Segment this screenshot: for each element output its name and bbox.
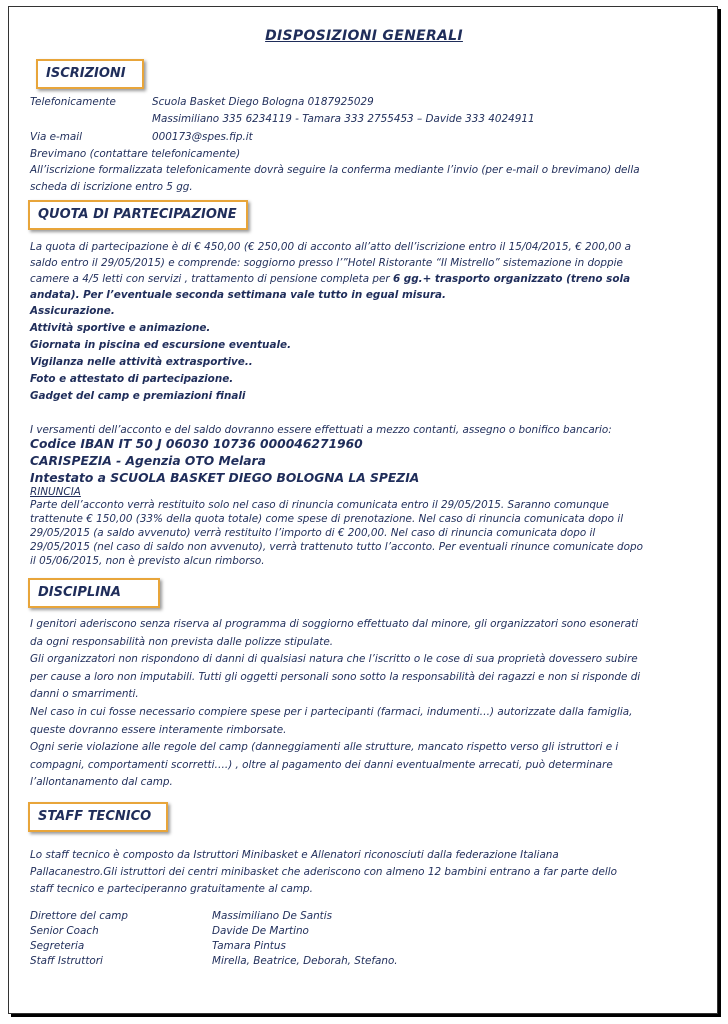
- rinuncia-line: il 05/06/2015, non è previsto alcun rimborso.: [30, 555, 265, 567]
- quota-paragraph: [30, 239, 631, 404]
- staff-name: Tamara Pintus: [212, 940, 286, 952]
- quota-line-3: [30, 271, 631, 287]
- staff-role: Staff Istruttori: [30, 955, 103, 967]
- quota-item: Giornata in piscina ed escursione eventuale.: [30, 339, 292, 351]
- staff-name: Mirella, Beatrice, Deborah, Stefano.: [212, 955, 398, 967]
- staff-role: Senior Coach: [30, 925, 99, 937]
- rinuncia-line: 29/05/2015 (a saldo avvenuto) verrà restituito l’importo di € 200,00. Nel caso di rinuncia comunicata dopo il: [30, 527, 596, 539]
- disciplina-paragraph: [30, 616, 640, 792]
- quota-item: Attività sportive e animazione.: [30, 322, 211, 334]
- payment-intro: I versamenti dell’acconto e del saldo dovranno essere effettuati a mezzo contanti, assegno o bonifico bancario:: [30, 424, 612, 436]
- iscrizioni-note-1: All’iscrizione formalizzata telefonicamente dovrà seguire la conferma mediante l’invio (per e-mail o brevimano) della: [30, 164, 640, 176]
- email-value: 000173@spes.fip.it: [152, 131, 253, 143]
- rinuncia-line: trattenute € 150,00 (33% della quota totale) come spese di prenotazione. Nel caso di rinuncia comunicata dopo il: [30, 513, 624, 525]
- quota-item: Assicurazione.: [30, 305, 115, 317]
- disciplina-line: per cause a loro non imputabili. Tutti gli oggetti personali sono sotto la responsabilità dei ragazzi e non si risponde di: [30, 670, 641, 683]
- rinuncia-label: RINUNCIA: [30, 486, 81, 498]
- brevimano-text: Brevimano (contattare telefonicamente): [30, 148, 241, 160]
- staff-role: Direttore del camp: [30, 910, 129, 922]
- staff-role: Segreteria: [30, 940, 85, 952]
- section-heading-disciplina: DISCIPLINA: [28, 578, 160, 608]
- staff-line: Pallacanestro.Gli istruttori dei centri minibasket che aderiscono con almeno 12 bambini entrano a far parte dello: [30, 866, 618, 878]
- rinuncia-line: 29/05/2015 (nel caso di saldo non avvenuto), verrà trattenuto tutto l’acconto. Per eventuali rinunce comunicate dopo: [30, 541, 643, 553]
- rinuncia-line: Parte dell’acconto verrà restituito solo nel caso di rinuncia comunicata entro il 29/05/2015. Saranno comunque: [30, 499, 609, 511]
- quota-line-3-bold: 6 gg.+ trasporto organizzato (treno sola: [392, 273, 631, 285]
- rinuncia-paragraph: [30, 498, 643, 568]
- section-heading-staff: STAFF TECNICO: [28, 802, 168, 832]
- disciplina-line: Ogni serie violazione alle regole del camp (danneggiamenti alle strutture, mancato rispetto verso gli istruttori e i: [30, 741, 619, 754]
- staff-line: Lo staff tecnico è composto da Istruttori Minibasket e Allenatori riconosciuti dalla federazione Italiana: [30, 849, 559, 861]
- account-holder: Intestato a SCUOLA BASKET DIEGO BOLOGNA LA SPEZIA: [30, 471, 420, 485]
- quota-item: Foto e attestato di partecipazione.: [30, 373, 234, 385]
- staff-name: Massimiliano De Santis: [212, 910, 333, 922]
- disciplina-line: Gli organizzatori non rispondono di danni di qualsiasi natura che l’iscritto o le cose di sua proprietà dovessero subire: [30, 653, 638, 666]
- bank-name: CARISPEZIA - Agenzia OTO Melara: [30, 454, 266, 468]
- quota-line-1: La quota di partecipazione è di € 450,00 (€ 250,00 di acconto all’atto dell’iscrizione entro il 15/04/2015, € 200,00 a: [30, 241, 632, 253]
- disciplina-line: compagni, comportamenti scorretti….) , oltre al pagamento dei danni eventualmente arrecati, può determinare: [30, 758, 613, 771]
- staff-line: staff tecnico e parteciperanno gratuitamente al camp.: [30, 883, 313, 895]
- quota-line-4: andata). Per l’eventuale seconda settimana vale tutto in egual misura.: [30, 289, 447, 301]
- disciplina-line: danni o smarrimenti.: [30, 688, 139, 701]
- tel-line-2: Massimiliano 335 6234119 - Tamara 333 2755453 – Davide 333 4024911: [152, 113, 535, 125]
- quota-item: Gadget del camp e premiazioni finali: [30, 390, 246, 402]
- disciplina-line: Nel caso in cui fosse necessario compiere spese per i partecipanti (farmaci, indumenti…) autorizzate dalla famiglia,: [30, 705, 633, 718]
- disciplina-line: da ogni responsabilità non prevista dalle polizze stipulate.: [30, 635, 334, 648]
- staff-paragraph: [30, 847, 617, 898]
- disciplina-line: I genitori aderiscono senza riserva al programma di soggiorno effettuato dal minore, gli organizzatori sono esonerati: [30, 618, 639, 630]
- tel-label: Telefonicamente: [30, 96, 116, 108]
- disciplina-line: l’allontanamento dal camp.: [30, 776, 173, 789]
- tel-line-1: Scuola Basket Diego Bologna 0187925029: [152, 96, 374, 108]
- quota-item: Vigilanza nelle attività extrasportive..: [30, 356, 253, 368]
- section-heading-quota: QUOTA DI PARTECIPAZIONE: [28, 200, 248, 230]
- staff-name: Davide De Martino: [212, 925, 309, 937]
- section-heading-iscrizioni: ISCRIZIONI: [36, 59, 144, 89]
- email-label: Via e-mail: [30, 131, 83, 143]
- iscrizioni-note-2: scheda di iscrizione entro 5 gg.: [30, 181, 193, 193]
- disciplina-line: queste dovranno essere interamente rimborsate.: [30, 723, 287, 736]
- iban-code: Codice IBAN IT 50 J 06030 10736 000046271960: [30, 437, 363, 451]
- page-title: DISPOSIZIONI GENERALI: [265, 28, 463, 44]
- quota-line-3-plain: camere a 4/5 letti con servizi , trattamento di pensione completa per: [30, 273, 393, 285]
- quota-line-2: saldo entro il 29/05/2015) e comprende: soggiorno presso l’”Hotel Ristorante “Il Mistrello” sistemazione in doppie: [30, 257, 623, 269]
